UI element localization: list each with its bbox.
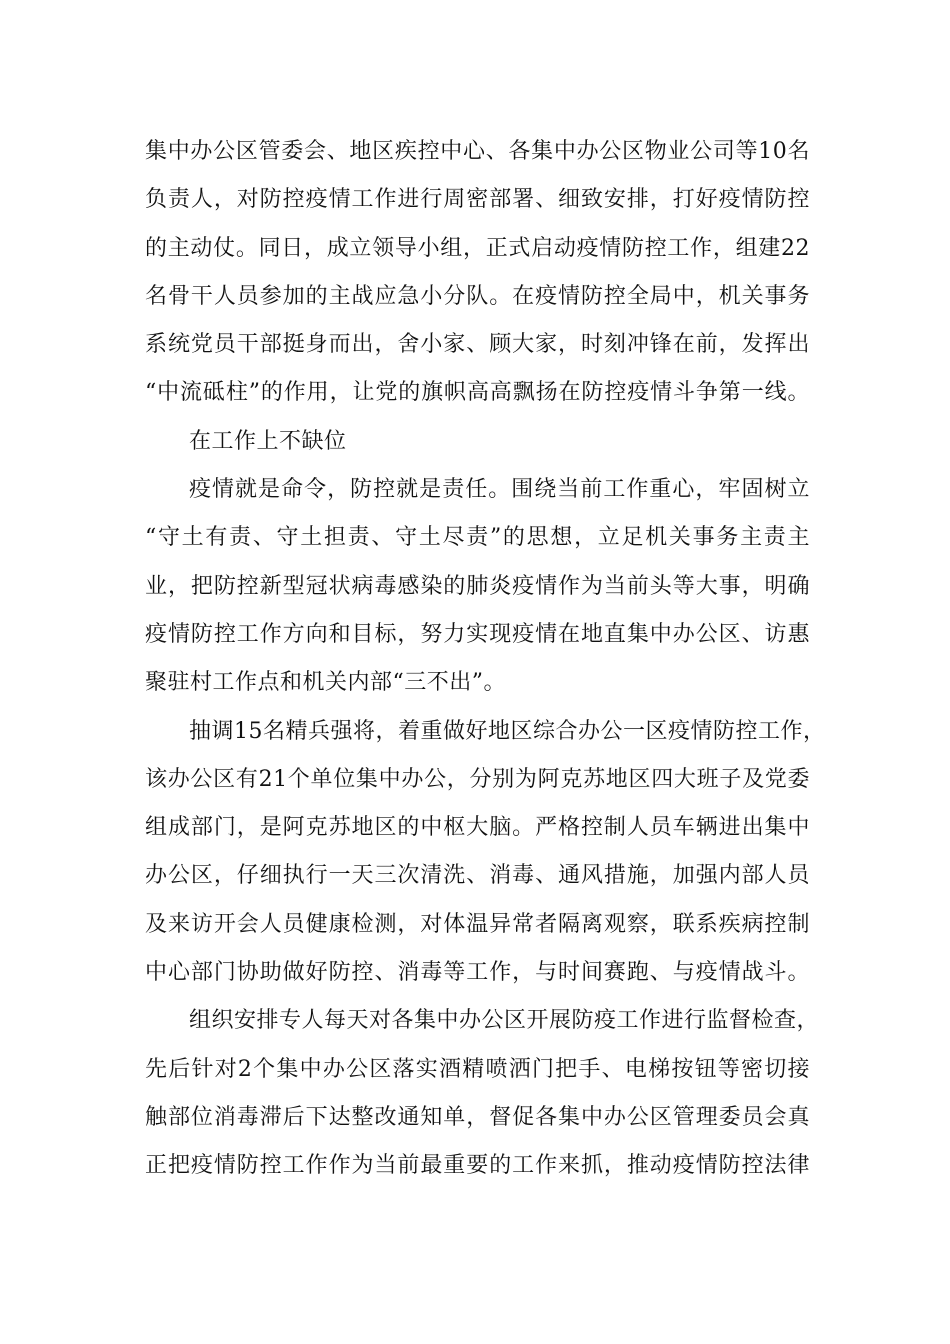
- paragraph-last-line: 中心部门协助做好防控、消毒等工作，与时间赛跑、与疫情战斗。: [145, 960, 810, 986]
- text-line: 的主动仗。同日，成立领导小组，正式启动疫情防控工作，组建22: [145, 235, 810, 261]
- paragraph-first-line: 组织安排专人每天对各集中办公区开展防疫工作进行监督检查，: [189, 1008, 820, 1034]
- text-line: 集中办公区管委会、地区疾控中心、各集中办公区物业公司等10名: [145, 139, 810, 164]
- text-line: 及来访开会人员健康检测，对体温异常者隔离观察，联系疾病控制: [145, 911, 810, 937]
- paragraph-first-line: 疫情就是命令，防控就是责任。围绕当前工作重心，牢固树立: [189, 477, 810, 503]
- section-heading: 在工作上不缺位: [189, 428, 347, 454]
- text-line: 组成部门，是阿克苏地区的中枢大脑。严格控制人员车辆进出集中: [145, 815, 810, 841]
- text-line: 疫情防控工作方向和目标，努力实现疫情在地直集中办公区、访惠: [145, 621, 810, 647]
- text-line: 触部位消毒滞后下达整改通知单，督促各集中办公区管理委员会真: [145, 1104, 810, 1130]
- text-line: 正把疫情防控工作作为当前最重要的工作来抓，推动疫情防控法律: [145, 1153, 810, 1179]
- paragraph-last-line: 聚驻村工作点和机关内部“三不出”。: [145, 670, 506, 696]
- text-line: 名骨干人员参加的主战应急小分队。在疫情防控全局中，机关事务: [145, 283, 810, 309]
- text-line: 负责人，对防控疫情工作进行周密部署、细致安排，打好疫情防控: [145, 187, 810, 213]
- document-page: [145, 128, 826, 1191]
- paragraph-first-line: 抽调15名精兵强将，着重做好地区综合办公一区疫情防控工作，: [189, 718, 826, 744]
- text-line: 先后针对2个集中办公区落实酒精喷洒门把手、电梯按钮等密切接: [145, 1056, 810, 1082]
- text-line: 业，把防控新型冠状病毒感染的肺炎疫情作为当前头等大事，明确: [145, 573, 810, 599]
- text-line: 办公区，仔细执行一天三次清洗、消毒、通风措施，加强内部人员: [145, 863, 810, 889]
- text-line: “中流砥柱”的作用，让党的旗帜高高飘扬在防控疫情斗争第一线。: [145, 380, 810, 406]
- text-line: “守土有责、守土担责、守土尽责”的思想，立足机关事务主责主: [145, 525, 810, 551]
- text-line: 系统党员干部挺身而出，舍小家、顾大家，时刻冲锋在前，发挥出: [145, 332, 810, 358]
- text-line: 该办公区有21个单位集中办公，分别为阿克苏地区四大班子及党委: [145, 766, 810, 792]
